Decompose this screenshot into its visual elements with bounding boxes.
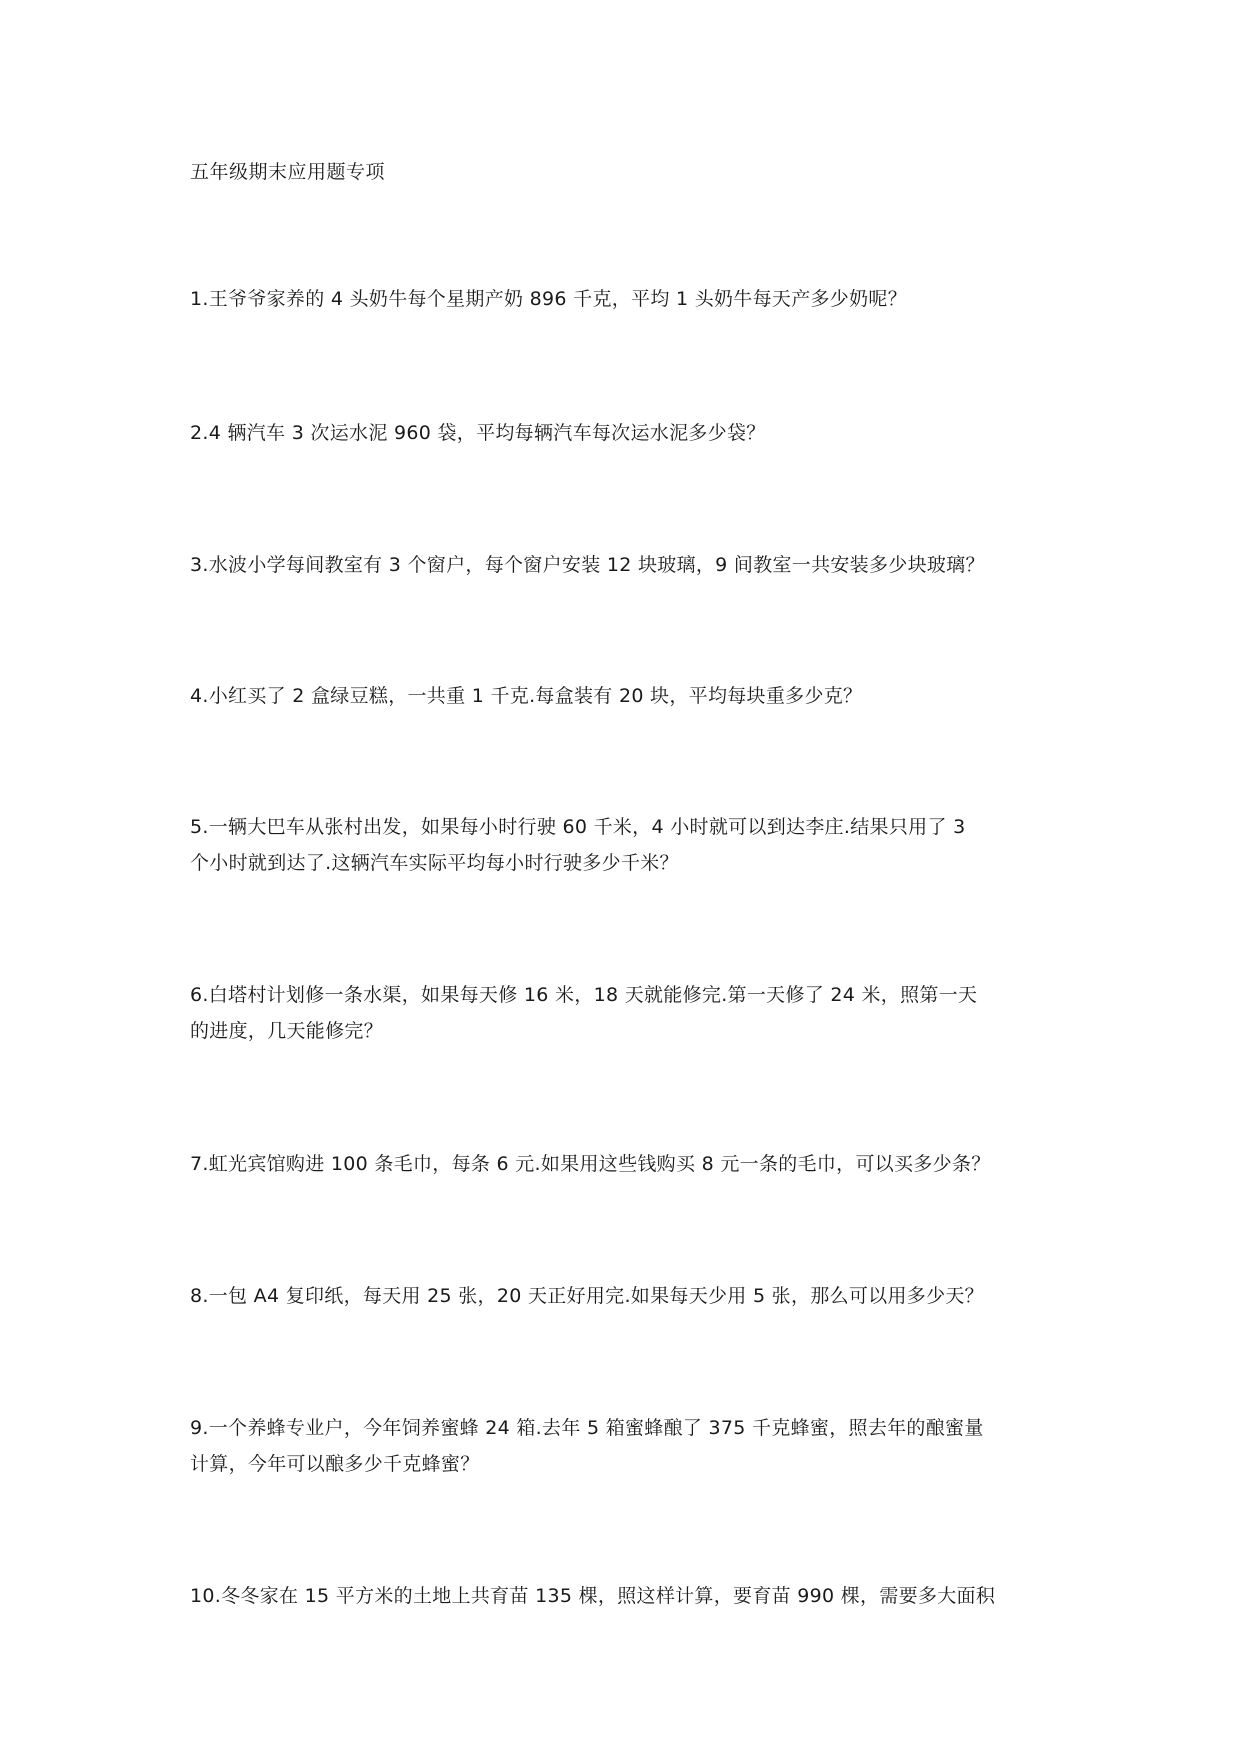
question-line: 计算，今年可以酿多少千克蜂蜜？ bbox=[190, 1453, 480, 1475]
question-line: 1.王爷爷家养的 4 头奶牛每个星期产奶 896 千克，平均 1 头奶牛每天产多少奶呢？ bbox=[190, 288, 908, 310]
question-line: 的进度，几天能修完？ bbox=[190, 1020, 384, 1042]
question-4 bbox=[190, 678, 1060, 714]
question-3 bbox=[190, 547, 1060, 583]
question-7 bbox=[190, 1146, 1060, 1182]
question-5 bbox=[190, 809, 1060, 881]
question-line: 7.虹光宾馆购进 100 条毛巾，每条 6 元.如果用这些钱购买 8 元一条的毛巾，可以买多少条？ bbox=[190, 1153, 991, 1175]
question-line: 6.白塔村计划修一条水渠，如果每天修 16 米，18 天就能修完.第一天修了 24 米，照第一天 bbox=[190, 984, 978, 1006]
question-line: 9.一个养蜂专业户，今年饲养蜜蜂 24 箱.去年 5 箱蜜蜂酿了 375 千克蜂蜜，照去年的酿蜜量 bbox=[190, 1417, 984, 1439]
question-line: 8.一包 A4 复印纸，每天用 25 张，20 天正好用完.如果每天少用 5 张，那么可以用多少天？ bbox=[190, 1285, 984, 1307]
question-10 bbox=[190, 1578, 1060, 1614]
question-line: 2.4 辆汽车 3 次运水泥 960 袋，平均每辆汽车每次运水泥多少袋？ bbox=[190, 422, 766, 444]
question-line: 10.冬冬家在 15 平方米的土地上共育苗 135 棵，照这样计算，要育苗 990 棵，需要多大面积 bbox=[190, 1585, 996, 1607]
question-6 bbox=[190, 977, 1060, 1049]
question-8 bbox=[190, 1278, 1060, 1314]
question-1 bbox=[190, 281, 1060, 317]
question-2 bbox=[190, 415, 1060, 451]
question-9 bbox=[190, 1410, 1060, 1482]
question-line: 4.小红买了 2 盒绿豆糕，一共重 1 千克.每盒装有 20 块，平均每块重多少克？ bbox=[190, 685, 863, 707]
question-line: 5.一辆大巴车从张村出发，如果每小时行驶 60 千米，4 小时就可以到达李庄.结果只用了 3 bbox=[190, 816, 966, 838]
document-title: 五年级期末应用题专项 bbox=[190, 161, 386, 183]
question-line: 个小时就到达了.这辆汽车实际平均每小时行驶多少千米？ bbox=[190, 852, 679, 874]
question-line: 3.水波小学每间教室有 3 个窗户，每个窗户安装 12 块玻璃，9 间教室一共安装多少块玻璃？ bbox=[190, 554, 985, 576]
